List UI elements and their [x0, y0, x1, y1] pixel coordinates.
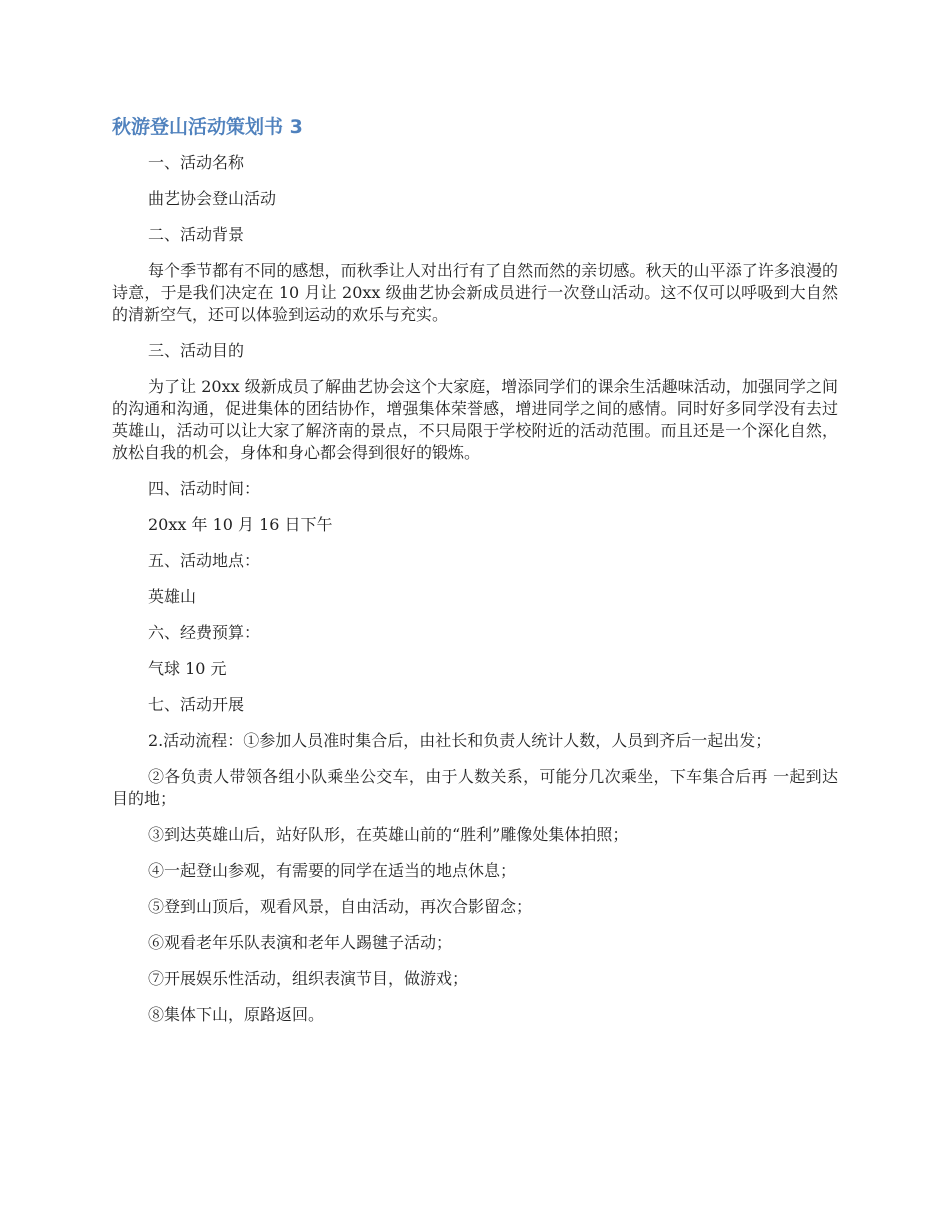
section-heading-time: 四、活动时间：	[148, 479, 261, 498]
paragraph-time: 20xx 年 10 月 16 日下午	[148, 515, 333, 534]
process-step-4: ④一起登山参观，有需要的同学在适当的地点休息；	[148, 861, 517, 880]
paragraph-purpose: 为了让 20xx 级新成员了解曲艺协会这个大家庭，增添同学们的课余生活趣味活动，加强同学之间的沟通和沟通，促进集体的团结协作，增强集体荣誉感，增进同学之间的感情。同时好多同学没有去过英雄山，活动可以让大家了解济南的景点，不只局限于学校附近的活动范围。而且还是一个深化自然，放松自我的机会，身体和身心都会得到很好的锻炼。	[112, 377, 838, 462]
section-heading-background: 二、活动背景	[148, 225, 245, 244]
paragraph-location: 英雄山	[148, 587, 197, 606]
paragraph-budget: 气球 10 元	[148, 659, 227, 678]
document-title: 秋游登山活动策划书 3	[112, 116, 303, 138]
section-heading-process: 七、活动开展	[148, 695, 245, 714]
process-step-5: ⑤登到山顶后，观看风景，自由活动，再次合影留念；	[148, 897, 533, 916]
process-step-3: ③到达英雄山后，站好队形，在英雄山前的“胜利”雕像处集体拍照；	[148, 825, 629, 844]
section-heading-budget: 六、经费预算：	[148, 623, 261, 642]
process-step-6: ⑥观看老年乐队表演和老年人踢毽子活动；	[148, 933, 453, 952]
process-step-1: 2.活动流程：①参加人员准时集合后，由社长和负责人统计人数，人员到齐后一起出发；	[148, 731, 772, 750]
process-step-7: ⑦开展娱乐性活动，组织表演节目，做游戏；	[148, 969, 469, 988]
section-heading-purpose: 三、活动目的	[148, 341, 245, 360]
paragraph-activity-name: 曲艺协会登山活动	[148, 189, 277, 208]
process-step-8: ⑧集体下山，原路返回。	[148, 1005, 325, 1024]
section-heading-location: 五、活动地点：	[148, 551, 261, 570]
section-heading-name: 一、活动名称	[148, 153, 245, 172]
process-step-2: ②各负责人带领各组小队乘坐公交车，由于人数关系，可能分几次乘坐，下车集合后再 一起到达目的地；	[112, 767, 838, 808]
paragraph-background: 每个季节都有不同的感想，而秋季让人对出行有了自然而然的亲切感。秋天的山平添了许多浪漫的诗意，于是我们决定在 10 月让 20xx 级曲艺协会新成员进行一次登山活动。这不仅可以呼吸到大自然的清新空气，还可以体验到运动的欢乐与充实。	[112, 261, 838, 324]
